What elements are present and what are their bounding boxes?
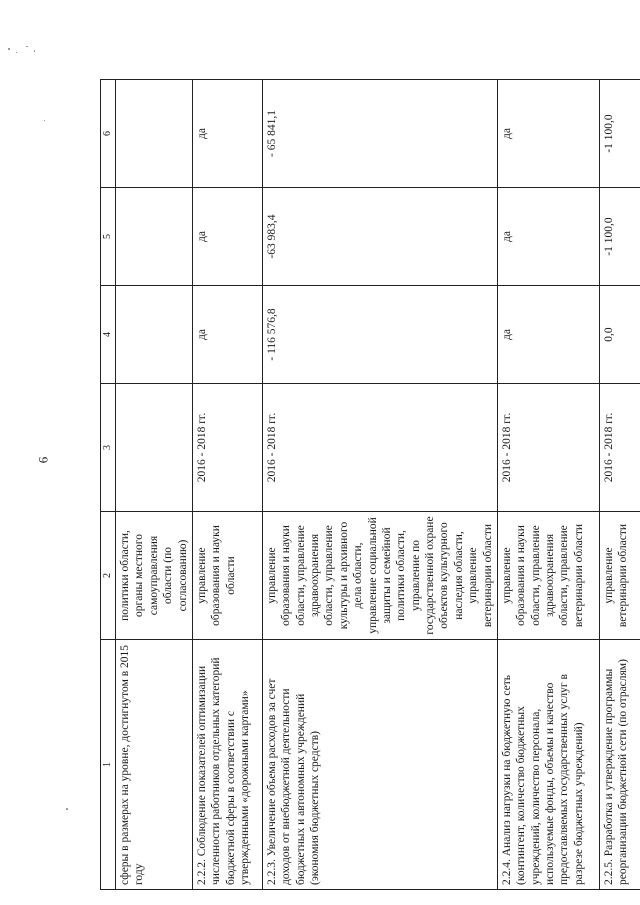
- column-number: 5: [101, 188, 116, 286]
- period-cell: 2016 - 2018 гг.: [599, 384, 640, 512]
- column-number-row: [101, 80, 116, 890]
- measure-cell: 2.2.3. Увеличение объема расходов за счет доходов от внебюджетной деятельности бюджетных и автономных учреждений (экономия бюджетных средств): [262, 640, 497, 890]
- table-row: [192, 80, 262, 890]
- scan-speck: [8, 48, 10, 50]
- value-cell: да: [497, 188, 599, 286]
- period-cell: 2016 - 2018 гг.: [262, 384, 497, 512]
- executors-cell: управление образования и науки области: [192, 512, 262, 640]
- table-row: [262, 80, 497, 890]
- column-number: 6: [101, 80, 116, 188]
- table-row: [116, 80, 193, 890]
- value-cell: да: [192, 188, 262, 286]
- value-cell: 0,0: [599, 286, 640, 384]
- column-number: 4: [101, 286, 116, 384]
- measure-cell: 2.2.2. Соблюдение показателей оптимизации численности работников отдельных категорий бюджетной сферы в соответствии с утвержденными «дорожными картами»: [192, 640, 262, 890]
- column-number: 3: [101, 384, 116, 512]
- value-cell: -63 983,4: [262, 188, 497, 286]
- value-cell: - 65 841,1: [262, 80, 497, 188]
- page-number: 6: [35, 456, 51, 464]
- scan-speck: [16, 52, 17, 53]
- table-row: [599, 80, 640, 890]
- executors-cell: управление ветеринарии области: [599, 512, 640, 640]
- value-cell: [116, 80, 193, 188]
- measures-table: [100, 79, 640, 890]
- scan-speck: [34, 50, 35, 52]
- value-cell: да: [497, 80, 599, 188]
- value-cell: да: [192, 80, 262, 188]
- value-cell: да: [192, 286, 262, 384]
- executors-cell: политики области, органы местного самоуправления области (по согласованию): [116, 512, 193, 640]
- measure-cell: сферы в размерах на уровне, достигнутом в 2015 году: [116, 640, 193, 890]
- value-cell: [116, 286, 193, 384]
- measure-cell: 2.2.5. Разработка и утверждение программы реорганизации бюджетной сети (по отраслям): [599, 640, 640, 890]
- executors-cell: управление образования и науки области, управление здравоохранения области, управление культуры и архивного дела области, управление социальной защиты и семейной политики области, управление по государственной охране объектов культурного наследия области, управление ветеринарии области: [262, 512, 497, 640]
- column-number: 1: [101, 640, 116, 890]
- period-cell: 2016 - 2018 гг.: [192, 384, 262, 512]
- executors-cell: управление образования и науки области, управление здравоохранения области, управление ветеринарии области: [497, 512, 599, 640]
- value-cell: -1 100,0: [599, 188, 640, 286]
- value-cell: [116, 188, 193, 286]
- scan-speck: [26, 46, 28, 47]
- measure-cell: 2.2.4. Анализ нагрузки на бюджетную сеть (контингент, количество бюджетных учреждений, количество персонала, используемые фонды, объемы и качество предоставляемых государственных услуг в разрезе бюджетных учреждений): [497, 640, 599, 890]
- scan-speck: [66, 808, 68, 810]
- value-cell: да: [497, 286, 599, 384]
- column-number: 2: [101, 512, 116, 640]
- value-cell: - 116 576,8: [262, 286, 497, 384]
- period-cell: 2016 - 2018 гг.: [497, 384, 599, 512]
- document-sheet: [100, 80, 630, 890]
- table-row: [497, 80, 599, 890]
- scan-speck: [44, 120, 45, 121]
- value-cell: -1 100,0: [599, 80, 640, 188]
- period-cell: [116, 384, 193, 512]
